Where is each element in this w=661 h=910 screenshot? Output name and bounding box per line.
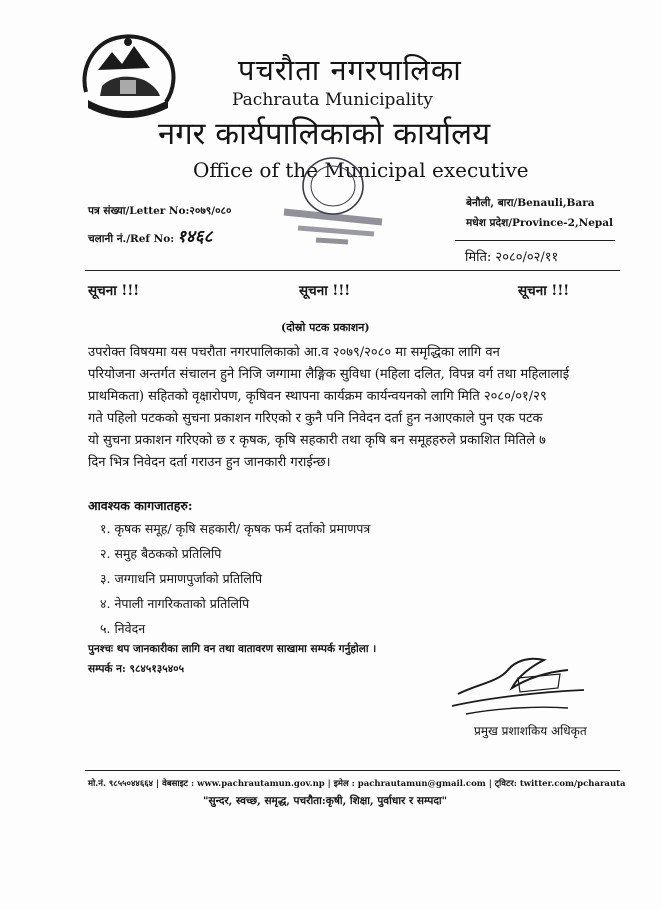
- letter-number: पत्र संख्या/Letter No:२०७९/०८०: [88, 205, 232, 217]
- ref-number-value: १४६८: [177, 227, 213, 247]
- office-name-np: नगर कार्यपालिकाको कार्यालय: [158, 116, 491, 152]
- notice-body: [88, 342, 608, 474]
- notice-heading-right: सूचना !!!: [518, 283, 570, 299]
- notice-body-line: यो सुचना प्रकाशन गरिएको छ र कृषक, कृषि सहकारी तथा कृषि बन समूहहरुले प्रकाशित मितिले ७: [88, 433, 546, 448]
- office-stamp: [278, 148, 388, 248]
- nepal-emblem-icon: [78, 30, 178, 120]
- office-name-en: Office of the Municipal executive: [193, 158, 529, 182]
- notice-body-line: उपरोक्त विषयमा यस पचरौता नगरपालिकाको आ.व २०७९/२०८० मा समृद्धिका लागि वन: [88, 345, 500, 360]
- notice-date: मिति: २०८०/०२/११: [465, 250, 559, 265]
- notice-body-line: दिन भित्र निवेदन दर्ता गराउन हुन जानकारी गराईन्छ।: [88, 455, 331, 470]
- notice-heading-center: सूचना !!!: [299, 283, 351, 299]
- footer-slogan: "सुन्दर, स्वच्छ, समृद्ध, पचरौता:कृषी, शिक्षा, पुर्वाधार र सम्पदा": [203, 795, 448, 807]
- municipality-name-en: Pachrauta Municipality: [232, 90, 433, 110]
- documents-heading: आवश्यक कागजातहरु:: [88, 498, 193, 513]
- header-divider: [85, 270, 620, 271]
- document-item: ४. नेपाली नागरिकताको प्रतिलिपि: [100, 596, 250, 611]
- notice-subheading: (दोस्रो पटक प्रकाशन): [281, 321, 370, 334]
- postscript-note: पुनश्चः थप जानकारीका लागि वन तथा वातावरण साखामा सम्पर्क गर्नुहोला ।: [88, 643, 377, 655]
- date-divider: [455, 240, 615, 241]
- footer-contact-line: मो.नं. ९८५५०४४६६४ | वेबसाइट : www.pachrautamun.gov.np | इमेल : pachrautamun@gmail.com | ट्विटर: twitter.com/pcharauta: [88, 779, 626, 789]
- notice-body-line: गते पहिलो पटकको सुचना प्रकाशन गरिएको र कुनै पनि निवेदन दर्ता हुन नआएकाले पुन एक पटक: [88, 411, 543, 426]
- address-line-1: बेनौली, बारा/Benauli,Bara: [466, 197, 595, 209]
- document-item: ५. निवेदन: [100, 621, 146, 636]
- ref-number-label: चलानी नं./Ref No:: [88, 233, 175, 245]
- signatory-designation: प्रमुख प्रशाशकिय अधिकृत: [474, 724, 587, 738]
- footer-divider: [85, 770, 620, 771]
- signature-mark: [448, 648, 588, 720]
- address-line-2: मधेश प्रदेश/Province-2,Nepal: [466, 217, 614, 229]
- notice-heading-left: सूचना !!!: [88, 283, 140, 299]
- notice-body-line: परियोजना अन्तर्गत संचालन हुने निजि जग्गामा लैङ्गिक सुविधा (महिला दलित, विपन्न वर्ग तथा महिलालाई: [88, 367, 570, 382]
- ref-number: [88, 224, 212, 247]
- contact-number: सम्पर्क न: ९८४५१३५४०५: [88, 663, 185, 675]
- document-item: ३. जग्गाधनि प्रमाणपुर्जाको प्रतिलिपि: [100, 571, 263, 586]
- municipality-name-np: पचरौता नगरपालिका: [238, 53, 462, 87]
- document-item: १. कृषक समूह/ कृषि सहकारी/ कृषक फर्म दर्ताको प्रमाणपत्र: [100, 521, 371, 536]
- document-item: २. समुह बैठकको प्रतिलिपि: [100, 546, 222, 561]
- notice-body-line: प्राथमिकता) सहितको वृक्षारोपण, कृषिवन स्थापना कार्यक्रम कार्यन्वयनको लागि मिति २०८०/०१/२९: [88, 389, 547, 404]
- documents-list: [100, 520, 370, 645]
